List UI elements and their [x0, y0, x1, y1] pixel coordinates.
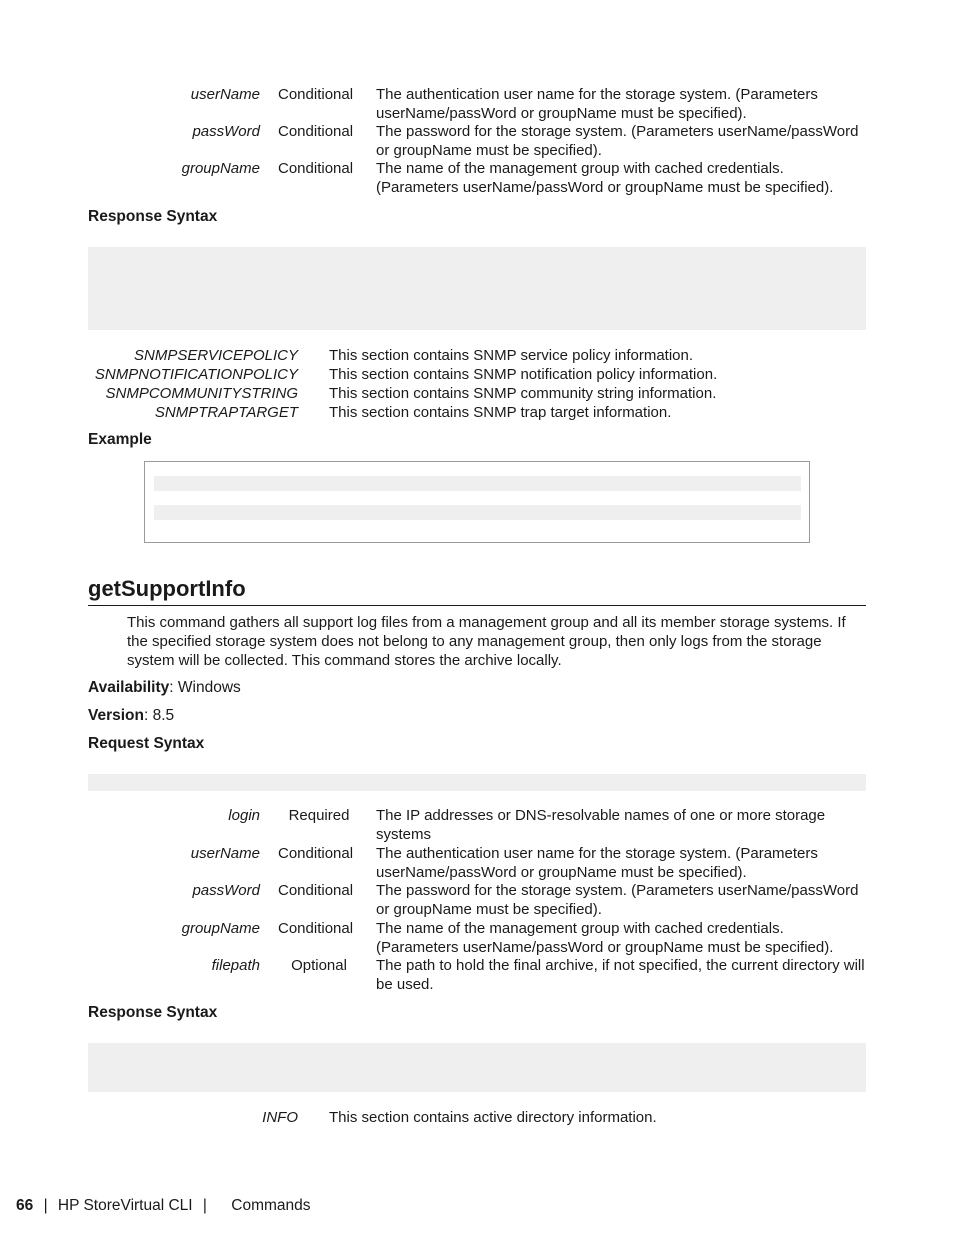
response-syntax-label: Response Syntax: [88, 208, 218, 225]
section-description: This section contains SNMP notification policy information.: [329, 366, 718, 383]
section-name: SNMPCOMMUNITYSTRING: [105, 385, 298, 402]
section-name: INFO: [262, 1109, 298, 1126]
availability-value: : Windows: [169, 679, 241, 696]
response-syntax-label: Response Syntax: [88, 1004, 218, 1021]
param-requirement: Conditional: [278, 845, 354, 862]
version-value: : 8.5: [144, 707, 175, 724]
param-name: groupName: [181, 920, 260, 937]
availability-label: Availability: [88, 679, 170, 696]
param-description: The password for the storage system. (Parameters userName/passWord or groupName must be specified).: [376, 123, 859, 159]
version-line: [88, 707, 174, 725]
version-label: Version: [88, 707, 144, 724]
param-name: userName: [190, 86, 260, 103]
response-syntax-code-block: [88, 247, 866, 330]
footer-doc-title: HP StoreVirtual CLI: [57, 1197, 193, 1214]
page-number: 66: [16, 1197, 34, 1214]
section-description: This section contains active directory information.: [329, 1109, 657, 1126]
command-heading: getSupportInfo: [88, 576, 246, 601]
param-description: The name of the management group with cached credentials. (Parameters userName/passWord or groupName must be specified).: [376, 920, 834, 956]
heading-divider: [88, 605, 866, 606]
param-name: passWord: [192, 123, 260, 140]
example-label: Example: [88, 431, 152, 448]
footer-separator: |: [202, 1197, 207, 1214]
section-description: This section contains SNMP service policy information.: [329, 347, 694, 364]
section-name: SNMPNOTIFICATIONPOLICY: [94, 366, 298, 383]
request-syntax-label: Request Syntax: [88, 735, 205, 752]
footer-section: Commands: [231, 1197, 311, 1214]
param-description: The name of the management group with cached credentials. (Parameters userName/passWord or groupName must be specified).: [376, 160, 834, 196]
param-requirement: Conditional: [278, 123, 354, 140]
param-requirement: Conditional: [278, 920, 354, 937]
param-name: passWord: [192, 882, 260, 899]
request-syntax-code-block: [88, 774, 866, 791]
example-code-line: [154, 476, 801, 491]
availability-line: [88, 679, 241, 697]
param-name: groupName: [181, 160, 260, 177]
example-code-line: [154, 505, 801, 520]
footer-separator: |: [43, 1197, 48, 1214]
param-description: The authentication user name for the storage system. (Parameters userName/passWord or groupName must be specified).: [376, 845, 818, 881]
example-code-box: [144, 461, 810, 543]
response-syntax-code-block: [88, 1043, 866, 1092]
param-description: The path to hold the final archive, if not specified, the current directory will be used.: [376, 957, 865, 993]
param-name: userName: [190, 845, 260, 862]
section-name: SNMPTRAPTARGET: [154, 404, 298, 421]
section-description: This section contains SNMP trap target information.: [329, 404, 672, 421]
param-requirement: Optional: [291, 957, 347, 974]
param-name: filepath: [211, 957, 260, 974]
param-description: The password for the storage system. (Parameters userName/passWord or groupName must be specified).: [376, 882, 859, 918]
page-footer: [16, 1197, 311, 1215]
param-requirement: Conditional: [278, 86, 354, 103]
command-description: This command gathers all support log files from a management group and all its member storage systems. If the specified storage system does not belong to any management group, then only logs from the storage system will be collected. This command stores the archive locally.: [127, 614, 846, 669]
param-description: The authentication user name for the storage system. (Parameters userName/passWord or groupName must be specified).: [376, 86, 818, 122]
section-name: SNMPSERVICEPOLICY: [134, 347, 298, 364]
param-requirement: Conditional: [278, 882, 354, 899]
param-requirement: Conditional: [278, 160, 354, 177]
param-description: The IP addresses or DNS-resolvable names of one or more storage systems: [376, 807, 826, 843]
param-requirement: Required: [288, 807, 350, 824]
param-name: login: [228, 807, 260, 824]
section-description: This section contains SNMP community string information.: [329, 385, 717, 402]
